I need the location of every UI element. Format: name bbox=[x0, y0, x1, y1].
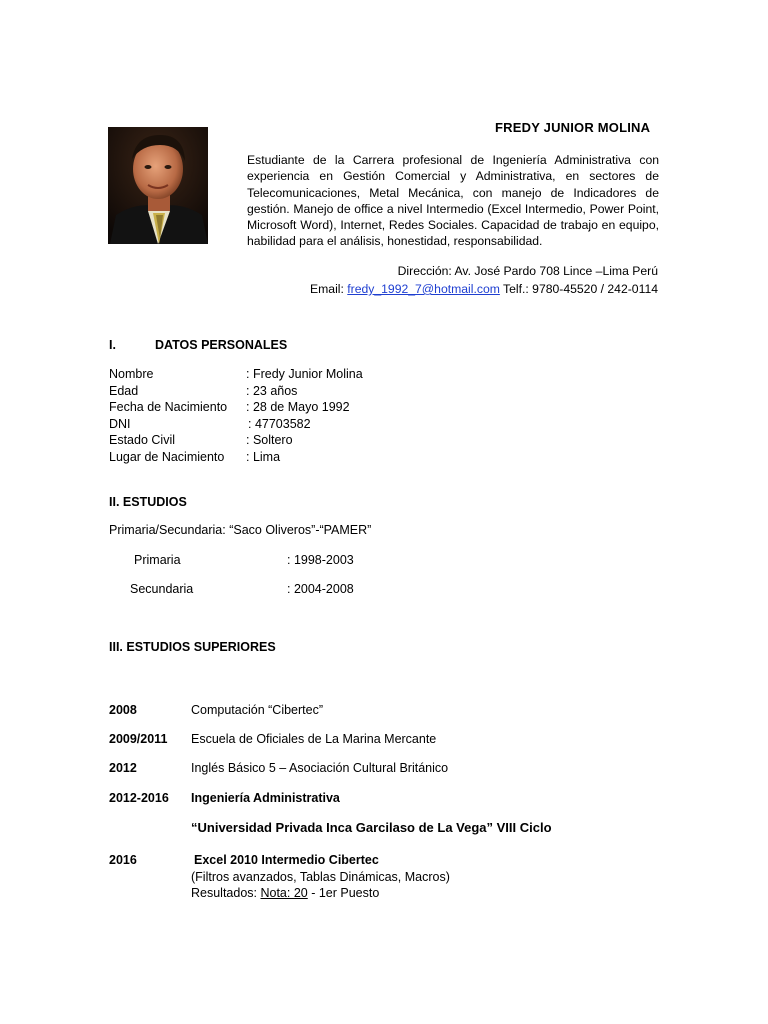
results-label: Resultados: bbox=[191, 886, 261, 900]
section-studies-title bbox=[109, 495, 187, 509]
primary-label: Primaria bbox=[134, 553, 181, 567]
candidate-name: FREDY JUNIOR MOLINA bbox=[495, 120, 651, 135]
address: Dirección: Av. José Pardo 708 Lince –Lima Perú bbox=[397, 264, 658, 278]
personal-row-dni bbox=[109, 416, 509, 433]
section-personal-title: DATOS PERSONALES bbox=[155, 338, 288, 352]
contact-line bbox=[310, 282, 658, 296]
personal-value: : Lima bbox=[246, 449, 281, 464]
personal-label: Estado Civil bbox=[109, 433, 175, 448]
section-personal-numeral: I. bbox=[109, 338, 116, 352]
professional-summary: Estudiante de la Carrera profesional de Ingeniería Administrativa con experiencia en Gestión Comercial y Administrativa, en sectores de Telecomunicaciones, Metal Mecánica, con manejo de Indicadores de gestión. Manejo de office a nivel Intermedio (Excel Intermedio, Power Point, Microsoft Word), Internet, Redes Sociales. Capacidad de trabajo en equipo, habilidad para el análisis, honestidad, responsabilidad. bbox=[247, 153, 659, 249]
section-higher-title: III. ESTUDIOS SUPERIORES bbox=[109, 640, 276, 654]
primary-years: : 1998-2003 bbox=[287, 553, 354, 567]
section-studies-numeral: II bbox=[109, 495, 116, 509]
excel-course-detail: (Filtros avanzados, Tablas Dinámicas, Macros) bbox=[191, 870, 450, 884]
higher-entry: Ingeniería Administrativa bbox=[191, 791, 340, 805]
secondary-years: : 2004-2008 bbox=[287, 582, 354, 596]
personal-label: Lugar de Nacimiento bbox=[109, 449, 225, 464]
section-studies-label: . ESTUDIOS bbox=[115, 495, 187, 509]
university-name: “Universidad Privada Inca Garcilaso de La Vega” VIII Ciclo bbox=[191, 820, 552, 835]
personal-row-name bbox=[109, 366, 509, 383]
personal-data-list bbox=[109, 366, 509, 466]
profile-photo bbox=[108, 127, 208, 244]
excel-year: 2016 bbox=[109, 853, 137, 867]
email-label: Email: bbox=[310, 282, 348, 296]
higher-year: 2009/2011 bbox=[109, 732, 168, 746]
higher-entry: Escuela de Oficiales de La Marina Mercante bbox=[191, 732, 437, 746]
personal-row-birthdate bbox=[109, 399, 509, 416]
results-grade: Nota: 20 bbox=[260, 886, 308, 900]
excel-course-title: Excel 2010 Intermedio Cibertec bbox=[194, 853, 379, 867]
results-rank: - 1er Puesto bbox=[307, 886, 380, 900]
higher-entry: Inglés Básico 5 – Asociación Cultural Británico bbox=[191, 761, 449, 775]
secondary-label: Secundaria bbox=[130, 582, 194, 596]
higher-year: 2012-2016 bbox=[109, 791, 169, 805]
personal-row-civil-status bbox=[109, 432, 509, 449]
higher-year: 2008 bbox=[109, 703, 137, 717]
excel-results bbox=[191, 886, 379, 900]
profile-photo-image bbox=[108, 127, 208, 244]
personal-label: Nombre bbox=[109, 367, 154, 381]
personal-row-age bbox=[109, 383, 509, 400]
personal-label: Fecha de Nacimiento bbox=[109, 400, 228, 415]
personal-value: : 28 de Mayo 1992 bbox=[246, 400, 350, 415]
higher-year: 2012 bbox=[109, 761, 137, 775]
school-name: Primaria/Secundaria: “Saco Oliveros”-“PAMER” bbox=[109, 523, 372, 537]
personal-value: : Fredy Junior Molina bbox=[246, 367, 363, 381]
personal-value: : Soltero bbox=[246, 433, 293, 448]
personal-label: DNI bbox=[109, 416, 131, 431]
email-link[interactable]: fredy_1992_7@hotmail.com bbox=[347, 282, 500, 296]
phone-numbers: Telf.: 9780-45520 / 242-0114 bbox=[499, 282, 658, 296]
higher-entry: Computación “Cibertec” bbox=[191, 703, 323, 717]
personal-value: : 23 años bbox=[246, 383, 298, 398]
personal-value: : 47703582 bbox=[248, 416, 311, 431]
personal-label: Edad bbox=[109, 383, 139, 398]
personal-row-birthplace bbox=[109, 449, 509, 466]
